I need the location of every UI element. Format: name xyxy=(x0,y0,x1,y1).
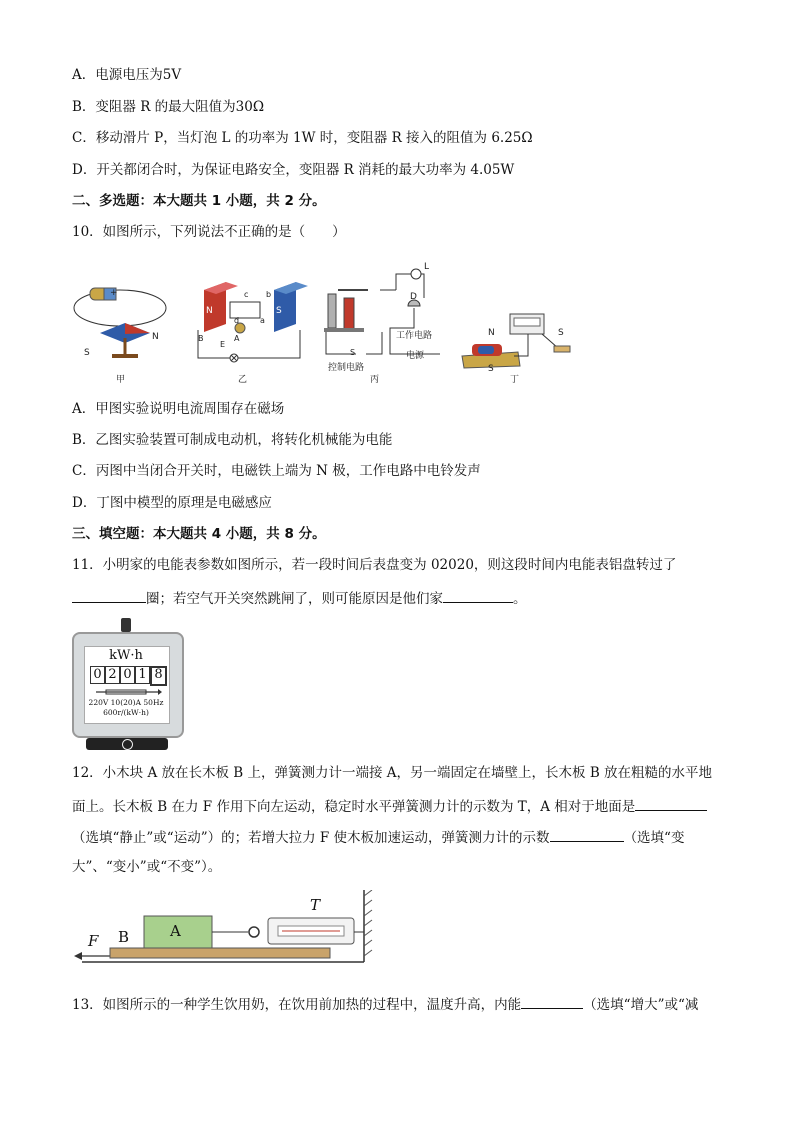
yi-c-label: c xyxy=(244,290,249,299)
q12-line-3 xyxy=(72,827,684,847)
q12-fig-force-label: F xyxy=(88,932,99,950)
caption-ding: 丁 xyxy=(510,375,520,385)
q9-option-d: D．开关都闭合时，为保证电路安全，变阻器 R 消耗的最大功率为 4.05W xyxy=(72,162,515,178)
meter-unit: kW·h xyxy=(109,648,143,663)
q12-line-2 xyxy=(72,796,707,816)
q12-line-3-text: （选填“静止”或“运动”）的；若增大拉力 F 使木板加速运动，弹簧测力计的示数 xyxy=(72,830,550,846)
yi-e-label: E xyxy=(220,340,226,349)
ding-s-label: S xyxy=(488,364,494,374)
meter-digit: 0 xyxy=(120,666,135,684)
yi-s-label: S xyxy=(276,306,282,316)
yi-b-label: b xyxy=(266,290,272,299)
ding-n-label: N xyxy=(488,328,495,338)
q12-line-4: 大”、“变小”或“不变”）。 xyxy=(72,859,222,875)
meter-spec-2: 600r/(kW·h) xyxy=(103,708,149,717)
jia-plus-label: + xyxy=(110,288,118,298)
q12-line-3-end: （选填“变 xyxy=(623,830,685,846)
meter-top-clip xyxy=(121,618,131,632)
jia-n-label: N xyxy=(152,332,159,342)
bing-control-circuit-label: 控制电路 xyxy=(328,363,365,373)
meter-rotation-arrow-icon xyxy=(92,688,162,696)
bing-power-label: 电源 xyxy=(406,351,425,361)
yi-d-label: d xyxy=(234,316,240,325)
q9-option-c: C．移动滑片 P，当灯泡 L 的功率为 1W 时，变阻器 R 接入的阻值为 6.25Ω xyxy=(72,130,533,146)
q10-option-a: A．甲图实验说明电流周围存在磁场 xyxy=(72,401,285,417)
meter-digit: 2 xyxy=(105,666,120,684)
q11-blank-1[interactable] xyxy=(72,588,146,603)
jia-s-label: S xyxy=(84,348,90,358)
ding-switch-label: S xyxy=(558,328,564,338)
figure-yi xyxy=(190,268,310,368)
q11-line-2-end: 。 xyxy=(513,591,527,607)
q13-line-1-end: （选填“增大”或“减 xyxy=(583,997,699,1013)
q10-figures xyxy=(70,262,630,388)
q12-blank-1[interactable] xyxy=(635,796,707,811)
q12-line-2-text: 面上。长木板 B 在力 F 作用下向左运动，稳定时水平弹簧测力计的示数为 T，A 相对于地面是 xyxy=(72,799,636,815)
meter-digit: 0 xyxy=(90,666,105,684)
q10-stem: 10．如图所示，下列说法不正确的是（ ） xyxy=(72,224,346,240)
bing-d-label: D xyxy=(410,292,417,302)
q10-option-d: D．丁图中模型的原理是电磁感应 xyxy=(72,495,272,511)
q12-line-1: 12．小木块 A 放在长木板 B 上，弹簧测力计一端接 A，另一端固定在墙壁上，长木板 B 放在粗糙的水平地 xyxy=(72,765,713,781)
q11-line-2 xyxy=(72,588,527,608)
q12-figure xyxy=(72,890,382,970)
yi-b2-label: B xyxy=(198,334,204,343)
q13-line-1-text: 13．如图所示的一种学生饮用奶，在饮用前加热的过程中，温度升高，内能 xyxy=(72,997,522,1013)
meter-digits xyxy=(90,666,167,686)
meter-spec-1: 220V 10(20)A 50Hz xyxy=(88,698,164,707)
q9-option-a: A．电源电压为5V xyxy=(72,67,182,83)
section-2-heading: 二、多选题：本大题共 1 小题，共 2 分。 xyxy=(72,193,326,209)
q13-blank-1[interactable] xyxy=(521,994,583,1009)
caption-yi: 乙 xyxy=(238,375,248,385)
meter-screw-icon xyxy=(122,739,133,750)
q11-line-2-text: 圈；若空气开关突然跳闸了，则可能原因是他们家 xyxy=(146,591,443,607)
q10-option-b: B．乙图实验装置可制成电动机，将转化机械能为电能 xyxy=(72,432,393,448)
bing-l-label: L xyxy=(424,262,430,272)
q11-blank-2[interactable] xyxy=(443,588,513,603)
q12-fig-block-label: A xyxy=(170,922,181,940)
bing-s-label: S xyxy=(350,348,356,357)
q11-line-1: 11．小明家的电能表参数如图所示，若一段时间后表盘变为 02020，则这段时间内电能表铝盘转过了 xyxy=(72,557,677,573)
yi-a-label: a xyxy=(260,316,265,325)
electric-meter-figure xyxy=(70,618,184,752)
yi-a2-label: A xyxy=(234,334,240,343)
meter-digit-last: 8 xyxy=(150,666,167,686)
q13-line-1 xyxy=(72,994,698,1014)
section-3-heading: 三、填空题：本大题共 4 小题，共 8 分。 xyxy=(72,526,326,542)
bing-work-circuit-label: 工作电路 xyxy=(396,331,433,341)
q10-option-c: C．丙图中当闭合开关时，电磁铁上端为 N 极，工作电路中电铃发声 xyxy=(72,463,481,479)
yi-n-label: N xyxy=(206,306,213,316)
q12-fig-board-label: B xyxy=(118,928,130,946)
q12-fig-tension-label: T xyxy=(310,896,321,914)
q12-blank-2[interactable] xyxy=(550,827,624,842)
caption-bing: 丙 xyxy=(370,375,380,385)
caption-jia: 甲 xyxy=(116,375,126,385)
meter-digit: 1 xyxy=(135,666,150,684)
q9-option-b: B．变阻器 R 的最大阻值为30Ω xyxy=(72,99,265,115)
